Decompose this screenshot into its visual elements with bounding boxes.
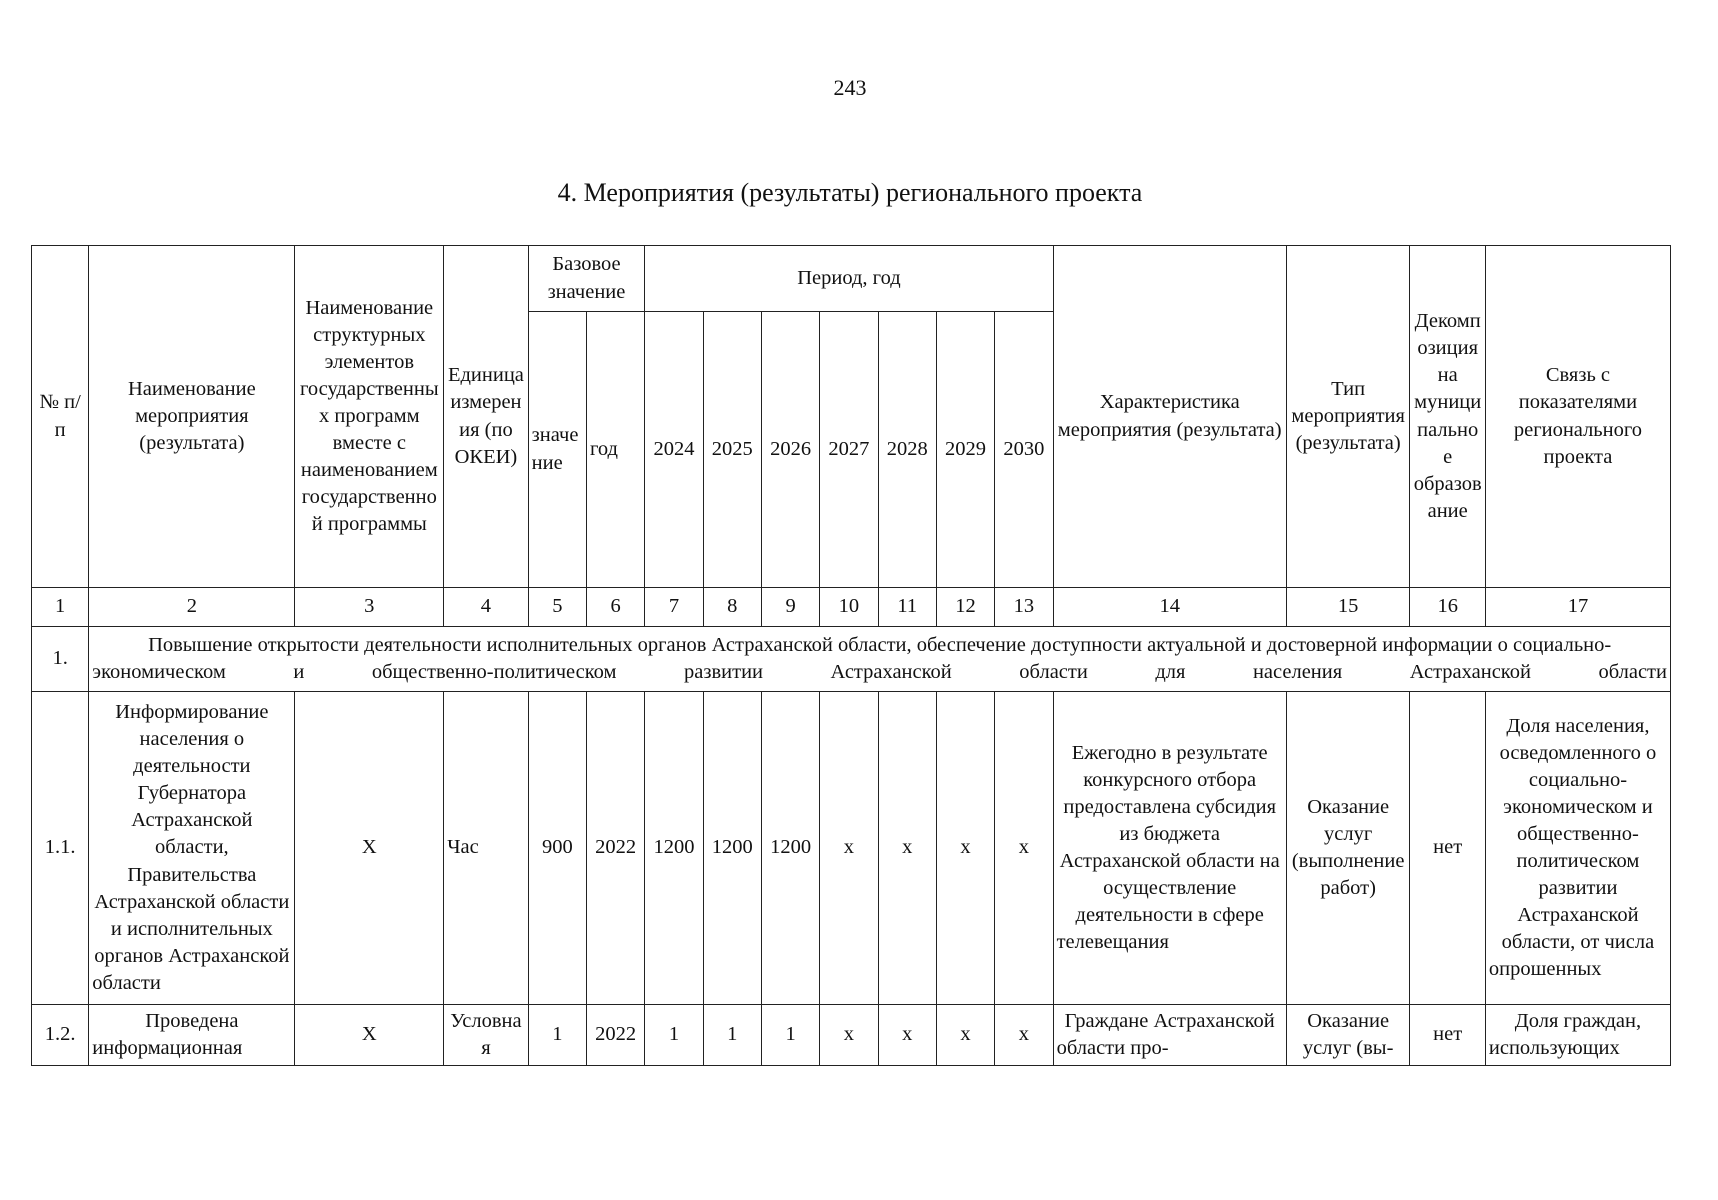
column-number-row bbox=[32, 588, 1671, 627]
column-number: 8 bbox=[703, 588, 761, 627]
column-number: 15 bbox=[1286, 588, 1410, 627]
measure-name: Проведена информационная bbox=[89, 1005, 295, 1066]
year-value: 1 bbox=[645, 1005, 703, 1066]
column-number: 9 bbox=[761, 588, 819, 627]
header-decomposition: Декомпозиция на муниципальное образование bbox=[1410, 246, 1485, 588]
row-number: 1.1. bbox=[32, 692, 89, 1005]
header-year: 2030 bbox=[995, 312, 1053, 588]
header-measure-name: Наименование мероприятия (результата) bbox=[89, 246, 295, 588]
year-value: x bbox=[936, 692, 994, 1005]
page-title: 4. Мероприятия (результаты) регионального проекта bbox=[557, 178, 1143, 207]
section-number: 1. bbox=[32, 627, 89, 692]
column-number: 12 bbox=[936, 588, 994, 627]
year-value: x bbox=[995, 1005, 1053, 1066]
row-number: 1.2. bbox=[32, 1005, 89, 1066]
indicator-link: Доля населения, осведомленного о социально-экономическом и общественно-политическом развитии Астраханской области, от числа опрошенных bbox=[1485, 692, 1670, 1005]
column-number: 16 bbox=[1410, 588, 1485, 627]
header-base-year: год bbox=[586, 312, 644, 588]
decomposition: нет bbox=[1410, 1005, 1485, 1066]
measures-table bbox=[31, 245, 1671, 1066]
year-value: x bbox=[820, 1005, 878, 1066]
header-base-value: значение bbox=[528, 312, 586, 588]
column-number: 17 bbox=[1485, 588, 1670, 627]
column-number: 11 bbox=[878, 588, 936, 627]
characteristic: Граждане Астраханской области про- bbox=[1053, 1005, 1286, 1066]
indicator-link: Доля граждан, использующих bbox=[1485, 1005, 1670, 1066]
header-structural-elements: Наименование структурных элементов государственных программ вместе с наименованием государственной программы bbox=[295, 246, 444, 588]
table-row bbox=[32, 692, 1671, 1005]
column-number: 7 bbox=[645, 588, 703, 627]
year-value: x bbox=[878, 692, 936, 1005]
section-title: Повышение открытости деятельности исполнительных органов Астраханской области, обеспечение доступности актуальной и достоверной информации о социально-экономическом и общественно-политическом развитии Астраханской области для населения Астраханской области bbox=[89, 627, 1671, 692]
base-year: 2022 bbox=[586, 1005, 644, 1066]
structural-element: X bbox=[295, 692, 444, 1005]
base-year: 2022 bbox=[586, 692, 644, 1005]
header-unit: Единица измерения (по ОКЕИ) bbox=[444, 246, 528, 588]
column-number: 1 bbox=[32, 588, 89, 627]
year-value: 1200 bbox=[761, 692, 819, 1005]
year-value: 1 bbox=[703, 1005, 761, 1066]
header-number: № п/п bbox=[32, 246, 89, 588]
header-period-group: Период, год bbox=[645, 246, 1053, 312]
header-year: 2027 bbox=[820, 312, 878, 588]
column-number: 4 bbox=[444, 588, 528, 627]
structural-element: X bbox=[295, 1005, 444, 1066]
year-value: x bbox=[995, 692, 1053, 1005]
year-value: 1 bbox=[761, 1005, 819, 1066]
column-number: 6 bbox=[586, 588, 644, 627]
column-number: 13 bbox=[995, 588, 1053, 627]
base-value: 900 bbox=[528, 692, 586, 1005]
year-value: 1200 bbox=[703, 692, 761, 1005]
column-number: 3 bbox=[295, 588, 444, 627]
header-year: 2025 bbox=[703, 312, 761, 588]
column-number: 5 bbox=[528, 588, 586, 627]
column-number: 10 bbox=[820, 588, 878, 627]
header-base-value-group: Базовое значение bbox=[528, 246, 645, 312]
unit: Час bbox=[444, 692, 528, 1005]
header-row-1 bbox=[32, 246, 1671, 312]
header-year: 2029 bbox=[936, 312, 994, 588]
header-characteristic: Характеристика мероприятия (результата) bbox=[1053, 246, 1286, 588]
year-value: x bbox=[936, 1005, 994, 1066]
header-year: 2026 bbox=[761, 312, 819, 588]
column-number: 14 bbox=[1053, 588, 1286, 627]
header-type: Тип мероприятия (результата) bbox=[1286, 246, 1410, 588]
header-link: Связь с показателями регионального проекта bbox=[1485, 246, 1670, 588]
measure-type: Оказание услуг (вы- bbox=[1286, 1005, 1410, 1066]
measure-type: Оказание услуг (выполнение работ) bbox=[1286, 692, 1410, 1005]
column-number: 2 bbox=[89, 588, 295, 627]
table-row bbox=[32, 1005, 1671, 1066]
decomposition: нет bbox=[1410, 692, 1485, 1005]
page-number: 243 bbox=[833, 75, 867, 100]
year-value: x bbox=[820, 692, 878, 1005]
header-year: 2024 bbox=[645, 312, 703, 588]
base-value: 1 bbox=[528, 1005, 586, 1066]
header-year: 2028 bbox=[878, 312, 936, 588]
year-value: 1200 bbox=[645, 692, 703, 1005]
characteristic: Ежегодно в результате конкурсного отбора предоставлена субсидия из бюджета Астраханской области на осуществление деятельности в сфере телевещания bbox=[1053, 692, 1286, 1005]
measure-name: Информирование населения о деятельности Губернатора Астраханской области, Правительства Астраханской области и исполнительных органов Астраханской области bbox=[89, 692, 295, 1005]
section-row bbox=[32, 627, 1671, 692]
unit: Условная bbox=[444, 1005, 528, 1066]
year-value: x bbox=[878, 1005, 936, 1066]
